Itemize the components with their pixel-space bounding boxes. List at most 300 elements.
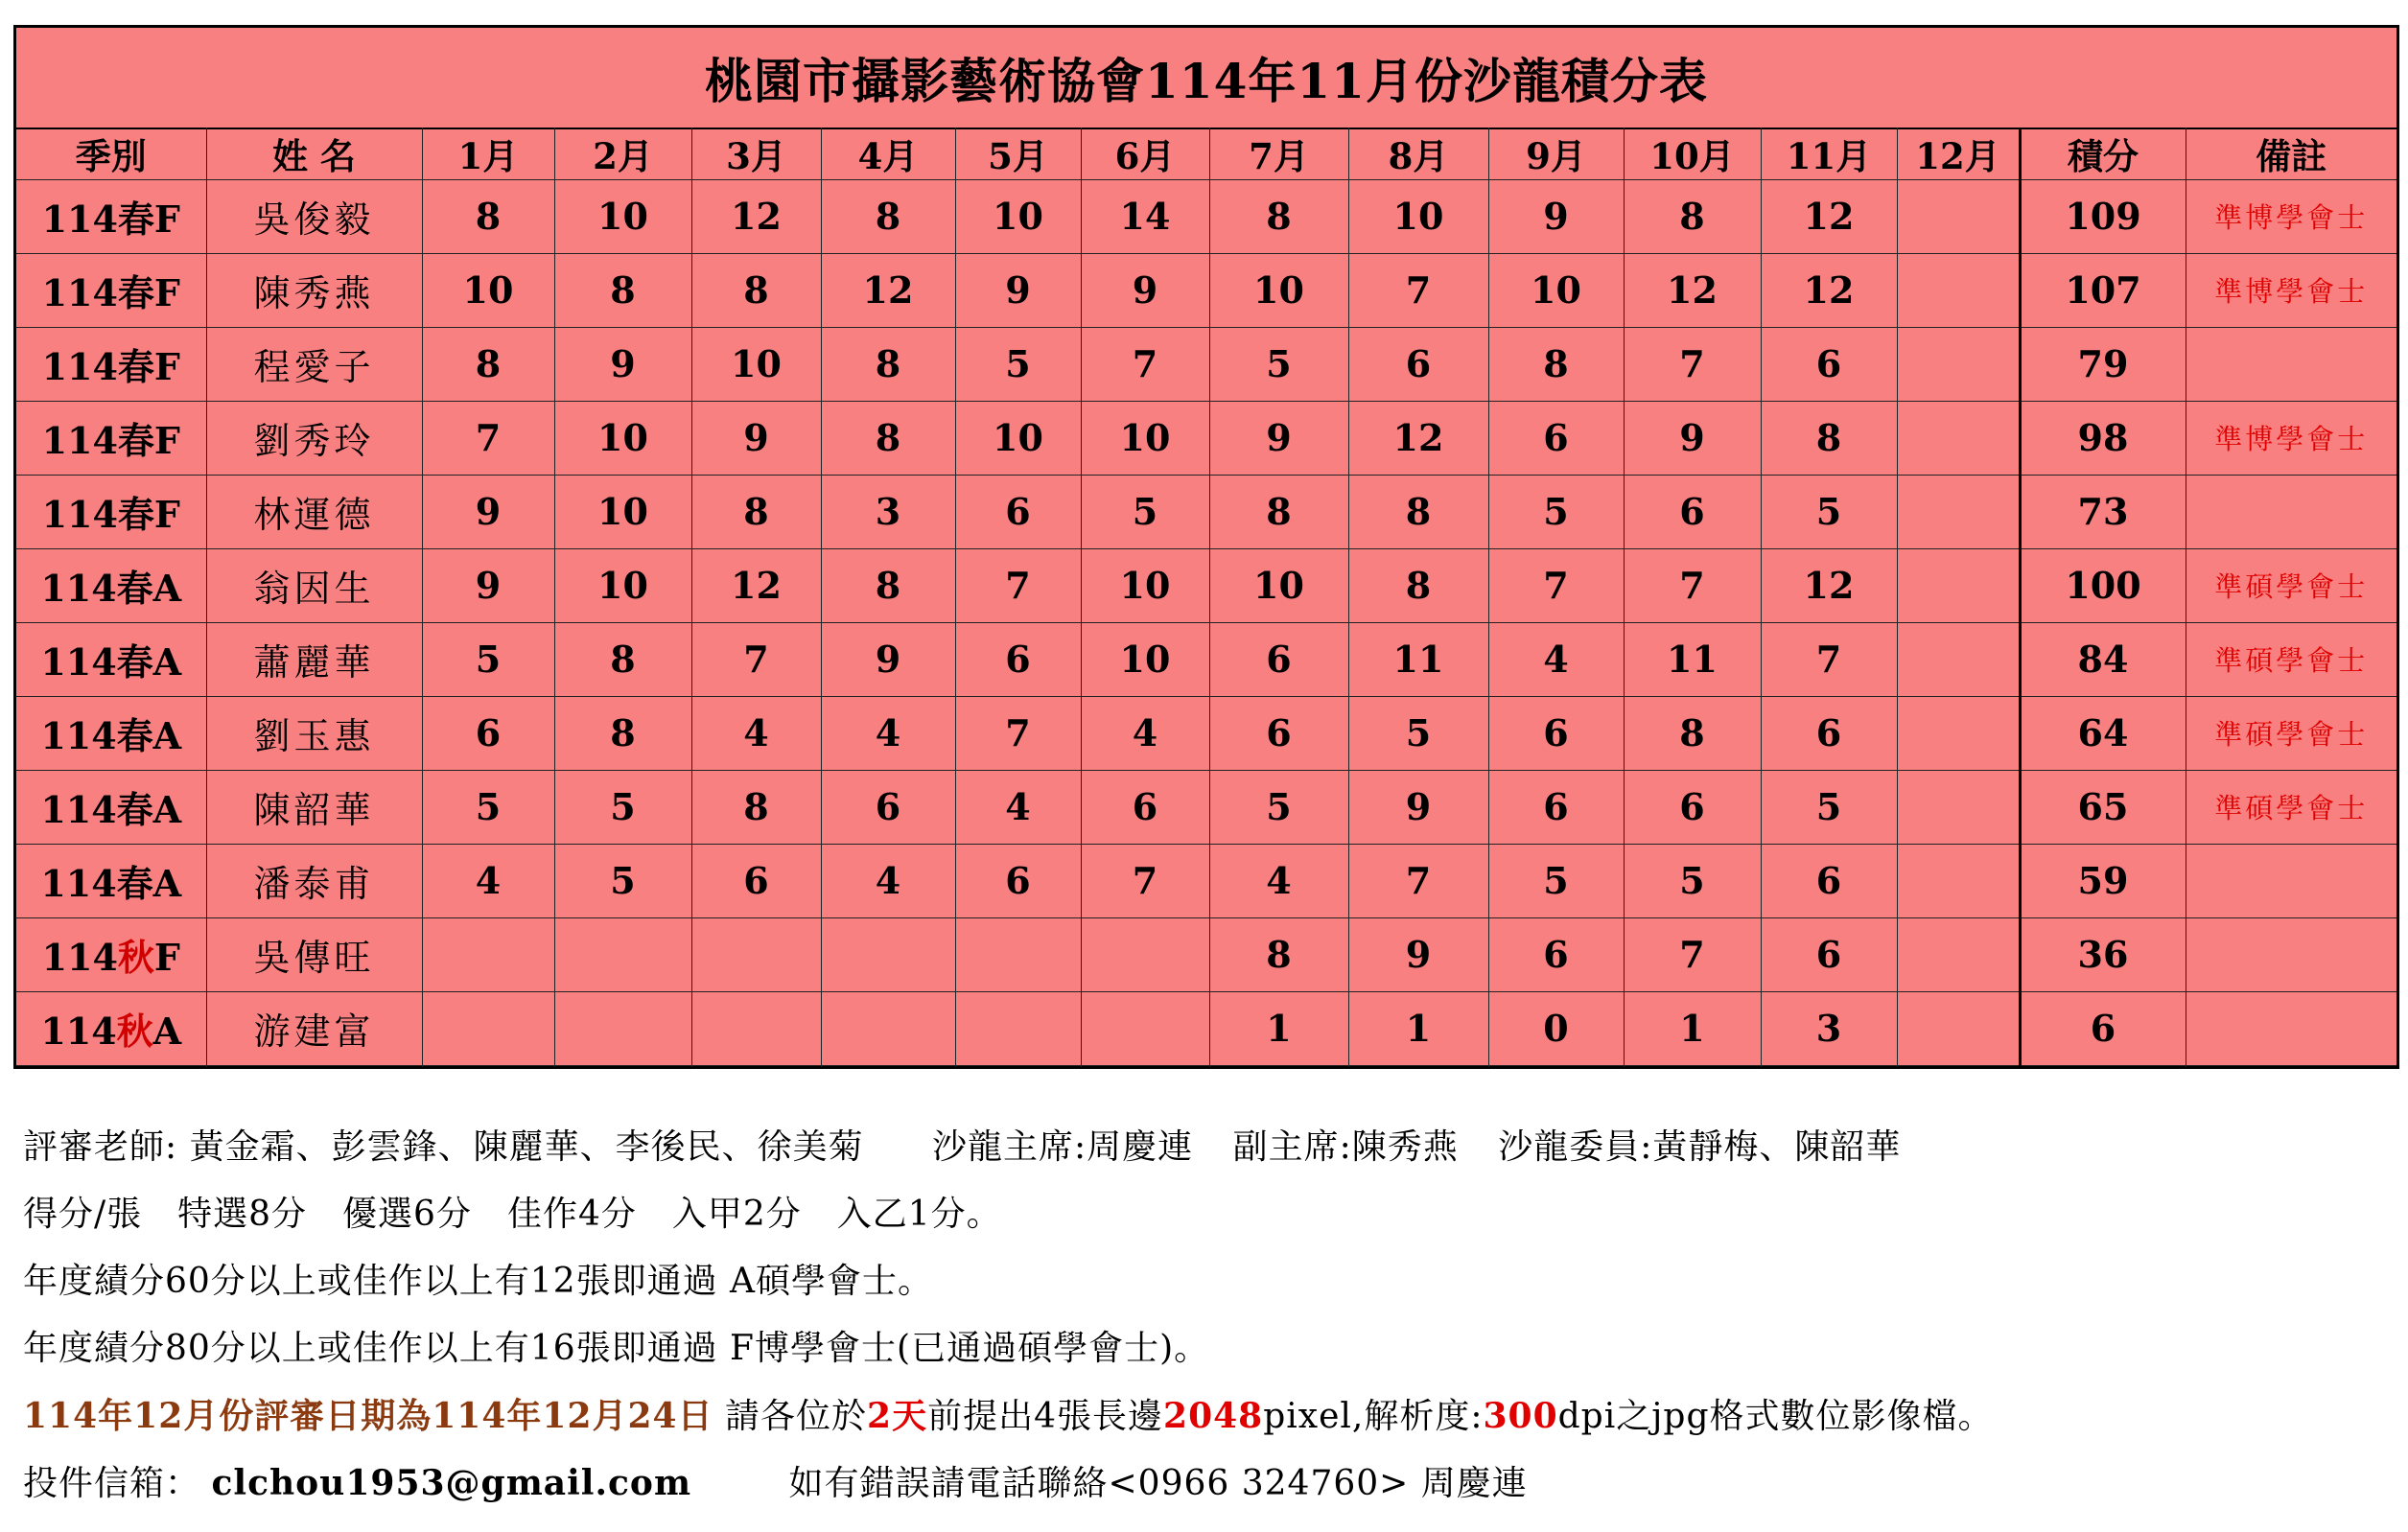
empty-cell	[16, 1065, 206, 1066]
season-grade: A	[152, 567, 182, 611]
column-header: 積分	[2020, 128, 2186, 180]
table-row	[16, 696, 2396, 770]
column-header: 4月	[821, 128, 955, 180]
month-score: 8	[554, 696, 691, 770]
month-score: 7	[1488, 548, 1624, 622]
month-score: 8	[1209, 180, 1348, 254]
member-name: 程愛子	[206, 327, 422, 401]
month-score: 8	[691, 253, 821, 327]
season-term: 春	[117, 419, 154, 463]
remark	[2186, 991, 2396, 1065]
season-cell	[16, 622, 206, 696]
season-term: 秋	[117, 936, 154, 980]
column-header: 7月	[1209, 128, 1348, 180]
column-header: 9月	[1488, 128, 1624, 180]
season-year: 114	[41, 419, 118, 463]
month-score	[821, 991, 955, 1065]
table-row	[16, 475, 2396, 548]
month-score: 6	[1624, 475, 1761, 548]
remark: 準博學會士	[2186, 401, 2396, 475]
total-score: 79	[2020, 327, 2186, 401]
season-grade: F	[153, 493, 180, 537]
month-score: 8	[554, 622, 691, 696]
season-year: 114	[41, 936, 118, 980]
submission-text-c: pixel,解析度:	[1263, 1397, 1484, 1436]
month-score: 8	[422, 327, 554, 401]
total-score: 64	[2020, 696, 2186, 770]
empty-cell	[554, 1065, 691, 1066]
dpi-value: 300	[1483, 1396, 1558, 1436]
month-score: 6	[955, 475, 1081, 548]
month-score: 10	[554, 180, 691, 254]
month-score: 9	[1348, 770, 1488, 844]
total-score: 73	[2020, 475, 2186, 548]
month-score	[955, 917, 1081, 991]
month-score: 3	[821, 475, 955, 548]
table-row	[16, 180, 2396, 254]
table-row	[16, 548, 2396, 622]
season-cell	[16, 327, 206, 401]
month-score: 10	[1488, 253, 1624, 327]
month-score: 5	[1209, 327, 1348, 401]
total-score: 100	[2020, 548, 2186, 622]
month-score: 6	[1761, 327, 1897, 401]
month-score: 7	[422, 401, 554, 475]
month-score: 10	[1209, 253, 1348, 327]
season-cell	[16, 475, 206, 548]
empty-cell	[2020, 1065, 2186, 1066]
month-score: 8	[422, 180, 554, 254]
season-grade: A	[152, 1010, 182, 1054]
empty-cell	[955, 1065, 1081, 1066]
total-score: 65	[2020, 770, 2186, 844]
season-year: 114	[41, 197, 118, 242]
column-header: 10月	[1624, 128, 1761, 180]
remark: 準碩學會士	[2186, 622, 2396, 696]
month-score: 10	[955, 401, 1081, 475]
month-score: 10	[955, 180, 1081, 254]
month-score	[1897, 253, 2020, 327]
month-score: 4	[1081, 696, 1209, 770]
month-score: 8	[1624, 180, 1761, 254]
month-score: 8	[1209, 917, 1348, 991]
season-cell	[16, 548, 206, 622]
month-score: 7	[1624, 917, 1761, 991]
season-cell	[16, 696, 206, 770]
table-row	[16, 770, 2396, 844]
season-cell	[16, 401, 206, 475]
season-cell	[16, 180, 206, 254]
month-score: 6	[1488, 770, 1624, 844]
season-grade: F	[153, 345, 180, 389]
remark	[2186, 844, 2396, 917]
season-year: 114	[40, 567, 117, 611]
month-score	[691, 917, 821, 991]
month-score: 7	[955, 696, 1081, 770]
season-year: 114	[40, 1010, 117, 1054]
judging-date-text: 114年12月份評審日期為114年12月24日	[23, 1396, 713, 1436]
month-score	[1897, 844, 2020, 917]
month-score: 6	[1488, 917, 1624, 991]
month-score: 6	[691, 844, 821, 917]
month-score: 10	[554, 548, 691, 622]
month-score: 14	[1081, 180, 1209, 254]
month-score: 8	[1348, 548, 1488, 622]
month-score: 10	[1081, 401, 1209, 475]
month-score: 12	[691, 180, 821, 254]
month-score: 5	[554, 844, 691, 917]
vice-chair-text: 副主席:陳秀燕	[1232, 1127, 1459, 1167]
season-grade: F	[153, 197, 180, 242]
remark: 準博學會士	[2186, 253, 2396, 327]
scoring-line	[23, 1181, 2392, 1248]
month-score: 8	[554, 253, 691, 327]
column-header: 3月	[691, 128, 821, 180]
month-score: 5	[422, 770, 554, 844]
month-score: 8	[821, 327, 955, 401]
month-score: 4	[1209, 844, 1348, 917]
member-name: 劉玉惠	[206, 696, 422, 770]
table-row	[16, 401, 2396, 475]
month-score: 6	[1209, 622, 1348, 696]
column-header: 姓 名	[206, 128, 422, 180]
submission-text-d: dpi之jpg格式數位影像檔。	[1557, 1397, 1994, 1436]
total-score: 84	[2020, 622, 2186, 696]
month-score: 1	[1348, 991, 1488, 1065]
month-score	[1897, 401, 2020, 475]
season-term: 春	[117, 345, 154, 389]
month-score	[1897, 696, 2020, 770]
month-score: 11	[1624, 622, 1761, 696]
month-score: 6	[1761, 696, 1897, 770]
season-cell	[16, 991, 206, 1065]
submission-text-b: 前提出4張長邊	[927, 1397, 1164, 1436]
empty-cell	[206, 1065, 422, 1066]
table-row	[16, 991, 2396, 1065]
empty-cell	[422, 1065, 554, 1066]
total-score: 107	[2020, 253, 2186, 327]
judges-text: 評審老師: 黃金霜、彭雲鋒、陳麗華、李後民、徐美菊	[23, 1127, 864, 1167]
month-score: 8	[691, 475, 821, 548]
month-score: 4	[1488, 622, 1624, 696]
month-score: 9	[422, 548, 554, 622]
month-score: 6	[1488, 401, 1624, 475]
month-score: 12	[1761, 180, 1897, 254]
month-score: 4	[691, 696, 821, 770]
month-score: 6	[821, 770, 955, 844]
member-name: 林運德	[206, 475, 422, 548]
f-rule-text: 年度績分80分以上或佳作以上有16張即通過 F博學會士(已通過碩學會士)。	[23, 1329, 1210, 1368]
month-score: 10	[422, 253, 554, 327]
month-score	[1897, 327, 2020, 401]
column-header: 備註	[2186, 128, 2396, 180]
month-score: 4	[955, 770, 1081, 844]
season-term: 春	[117, 493, 154, 537]
season-year: 114	[40, 862, 117, 906]
empty-cell	[1624, 1065, 1761, 1066]
total-score: 6	[2020, 991, 2186, 1065]
month-score: 5	[554, 770, 691, 844]
month-score: 7	[1348, 253, 1488, 327]
month-score: 6	[1488, 696, 1624, 770]
total-score: 36	[2020, 917, 2186, 991]
member-name: 劉秀玲	[206, 401, 422, 475]
month-score: 4	[821, 844, 955, 917]
pixel-value: 2048	[1163, 1396, 1264, 1436]
month-score: 6	[1081, 770, 1209, 844]
month-score: 6	[1209, 696, 1348, 770]
column-header: 11月	[1761, 128, 1897, 180]
notes-section	[23, 1114, 2392, 1517]
month-score: 6	[1348, 327, 1488, 401]
season-grade: F	[153, 271, 180, 315]
score-table	[16, 128, 2396, 1066]
remark	[2186, 327, 2396, 401]
season-term: 春	[116, 567, 153, 611]
column-header: 2月	[554, 128, 691, 180]
month-score: 12	[1761, 253, 1897, 327]
month-score	[422, 917, 554, 991]
month-score: 1	[1624, 991, 1761, 1065]
month-score: 8	[691, 770, 821, 844]
contact-text: 如有錯誤請電話聯絡<0966 324760> 周慶連	[788, 1464, 1528, 1503]
month-score	[554, 917, 691, 991]
season-grade: A	[152, 862, 182, 906]
month-score: 8	[821, 401, 955, 475]
month-score: 5	[1761, 770, 1897, 844]
month-score: 4	[821, 696, 955, 770]
month-score: 5	[1761, 475, 1897, 548]
month-score	[1897, 475, 2020, 548]
a-rule-text: 年度績分60分以上或佳作以上有12張即通過 A碩學會士。	[23, 1262, 934, 1301]
empty-row	[16, 1065, 2396, 1066]
score-sheet	[13, 25, 2399, 1069]
member-name: 潘泰甫	[206, 844, 422, 917]
month-score	[955, 991, 1081, 1065]
month-score	[1081, 917, 1209, 991]
email-link[interactable]: clchou1953@gmail.com	[211, 1463, 692, 1503]
month-score: 6	[955, 622, 1081, 696]
month-score: 9	[1488, 180, 1624, 254]
season-cell	[16, 917, 206, 991]
month-score: 5	[1209, 770, 1348, 844]
month-score	[1897, 622, 2020, 696]
month-score: 10	[554, 475, 691, 548]
season-term: 春	[116, 640, 153, 685]
empty-cell	[1348, 1065, 1488, 1066]
season-term: 春	[117, 271, 154, 315]
season-term: 春	[116, 862, 153, 906]
empty-cell	[2186, 1065, 2396, 1066]
month-score	[1897, 991, 2020, 1065]
month-score: 9	[821, 622, 955, 696]
month-score: 7	[1761, 622, 1897, 696]
submission-line	[23, 1382, 2392, 1450]
month-score: 9	[955, 253, 1081, 327]
month-score: 8	[821, 548, 955, 622]
season-grade: A	[152, 714, 182, 758]
month-score: 7	[1081, 844, 1209, 917]
empty-cell	[1761, 1065, 1897, 1066]
month-score	[1897, 180, 2020, 254]
scoring-text: 得分/張 特選8分 優選6分 佳作4分 入甲2分 入乙1分。	[23, 1195, 1002, 1234]
month-score: 7	[1081, 327, 1209, 401]
submission-text-a: 請各位於	[713, 1397, 868, 1436]
month-score: 8	[1488, 327, 1624, 401]
month-score: 7	[1624, 327, 1761, 401]
month-score: 8	[1624, 696, 1761, 770]
total-score: 59	[2020, 844, 2186, 917]
remark	[2186, 475, 2396, 548]
month-score: 6	[1624, 770, 1761, 844]
month-score: 7	[691, 622, 821, 696]
season-grade: A	[152, 788, 182, 832]
month-score: 5	[1624, 844, 1761, 917]
remark: 準碩學會士	[2186, 770, 2396, 844]
month-score: 7	[955, 548, 1081, 622]
month-score: 12	[821, 253, 955, 327]
a-rule-line	[23, 1248, 2392, 1315]
month-score	[1081, 991, 1209, 1065]
month-score	[422, 991, 554, 1065]
season-cell	[16, 253, 206, 327]
month-score: 10	[1209, 548, 1348, 622]
season-year: 114	[41, 271, 118, 315]
member-name: 游建富	[206, 991, 422, 1065]
month-score	[821, 917, 955, 991]
season-cell	[16, 844, 206, 917]
table-row	[16, 327, 2396, 401]
column-header: 12月	[1897, 128, 2020, 180]
table-row	[16, 844, 2396, 917]
month-score: 12	[691, 548, 821, 622]
member-name: 蕭麗華	[206, 622, 422, 696]
month-score: 8	[1761, 401, 1897, 475]
month-score: 4	[422, 844, 554, 917]
empty-cell	[1209, 1065, 1348, 1066]
season-term: 春	[117, 197, 154, 242]
month-score: 5	[955, 327, 1081, 401]
month-score: 10	[1081, 548, 1209, 622]
month-score: 3	[1761, 991, 1897, 1065]
month-score: 12	[1348, 401, 1488, 475]
month-score: 9	[1348, 917, 1488, 991]
member-name: 吳傳旺	[206, 917, 422, 991]
total-score: 98	[2020, 401, 2186, 475]
month-score: 10	[554, 401, 691, 475]
empty-cell	[691, 1065, 821, 1066]
column-header: 5月	[955, 128, 1081, 180]
season-year: 114	[40, 788, 117, 832]
month-score: 5	[1488, 844, 1624, 917]
remark: 準碩學會士	[2186, 696, 2396, 770]
season-year: 114	[40, 640, 117, 685]
month-score	[1897, 770, 2020, 844]
member-name: 陳韶華	[206, 770, 422, 844]
month-score: 6	[955, 844, 1081, 917]
empty-cell	[1488, 1065, 1624, 1066]
month-score: 5	[1081, 475, 1209, 548]
empty-cell	[1897, 1065, 2020, 1066]
season-term: 春	[116, 714, 153, 758]
empty-cell	[1081, 1065, 1209, 1066]
month-score	[554, 991, 691, 1065]
month-score: 5	[1488, 475, 1624, 548]
month-score: 10	[1348, 180, 1488, 254]
member-name: 吳俊毅	[206, 180, 422, 254]
month-score: 7	[1624, 548, 1761, 622]
month-score: 8	[821, 180, 955, 254]
month-score: 7	[1348, 844, 1488, 917]
month-score: 6	[1761, 917, 1897, 991]
month-score: 9	[1209, 401, 1348, 475]
total-score: 109	[2020, 180, 2186, 254]
month-score: 11	[1348, 622, 1488, 696]
season-year: 114	[40, 714, 117, 758]
month-score: 9	[554, 327, 691, 401]
table-row	[16, 622, 2396, 696]
column-header: 8月	[1348, 128, 1488, 180]
empty-cell	[821, 1065, 955, 1066]
chair-text: 沙龍主席:周慶連	[932, 1127, 1194, 1167]
month-score: 5	[1348, 696, 1488, 770]
column-header: 季別	[16, 128, 206, 180]
month-score: 9	[691, 401, 821, 475]
season-term: 秋	[116, 1010, 153, 1054]
table-row	[16, 917, 2396, 991]
season-year: 114	[41, 345, 118, 389]
month-score: 9	[422, 475, 554, 548]
month-score: 12	[1761, 548, 1897, 622]
month-score	[1897, 917, 2020, 991]
remark: 準碩學會士	[2186, 548, 2396, 622]
remark: 準博學會士	[2186, 180, 2396, 254]
month-score: 1	[1209, 991, 1348, 1065]
sheet-title: 桃園市攝影藝術協會114年11月份沙龍積分表	[16, 28, 2396, 129]
month-score	[1897, 548, 2020, 622]
month-score: 10	[1081, 622, 1209, 696]
month-score: 10	[691, 327, 821, 401]
month-score: 9	[1624, 401, 1761, 475]
season-grade: A	[152, 640, 182, 685]
season-term: 春	[116, 788, 153, 832]
month-score: 0	[1488, 991, 1624, 1065]
member-name: 翁因生	[206, 548, 422, 622]
season-grade: F	[153, 419, 180, 463]
season-cell	[16, 770, 206, 844]
f-rule-line	[23, 1315, 2392, 1382]
contact-line	[23, 1450, 2392, 1517]
table-header-row	[16, 128, 2396, 180]
month-score: 6	[1761, 844, 1897, 917]
table-row	[16, 253, 2396, 327]
month-score: 9	[1081, 253, 1209, 327]
month-score: 8	[1348, 475, 1488, 548]
season-year: 114	[41, 493, 118, 537]
column-header: 6月	[1081, 128, 1209, 180]
remark	[2186, 917, 2396, 991]
season-grade: F	[153, 936, 180, 980]
email-label: 投件信箱：	[23, 1464, 201, 1503]
committee-text: 沙龍委員:黃靜梅、陳韶華	[1498, 1127, 1902, 1167]
month-score: 12	[1624, 253, 1761, 327]
month-score	[691, 991, 821, 1065]
days-text: 2天	[867, 1396, 928, 1436]
month-score: 5	[422, 622, 554, 696]
judges-line	[23, 1114, 2392, 1181]
month-score: 6	[422, 696, 554, 770]
column-header: 1月	[422, 128, 554, 180]
